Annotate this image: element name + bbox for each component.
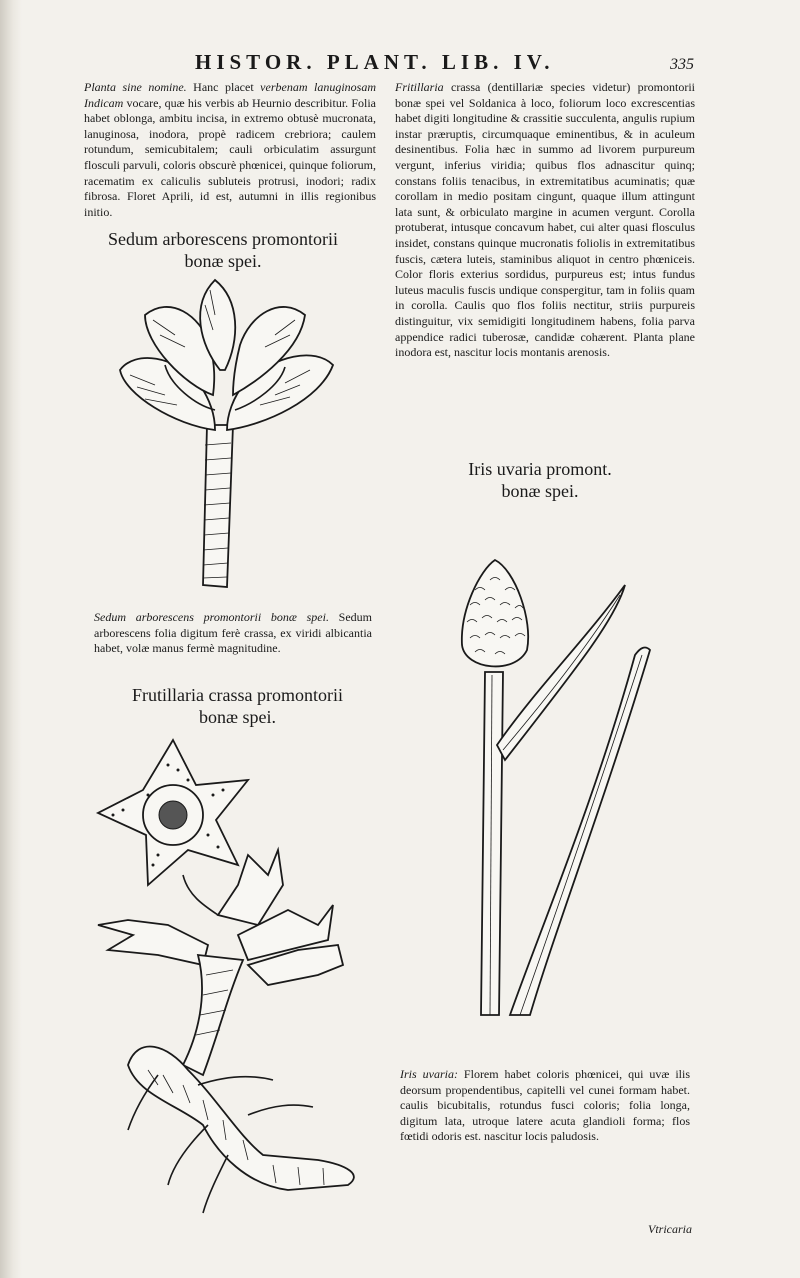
- catchword: Vtricaria: [648, 1222, 692, 1236]
- lead-italic: Fritillaria: [395, 80, 444, 94]
- fritillaria-text: crassa (dentillariæ species videtur) promontorii bonæ spei vel Soldanica à loco, foliorum loco excrescentias habet digiti longitudine & crassitie succulenta, angulis rupium instar præruptis, circumquaque eminentibus, & in aculeum desinentibus. Folia hæc in summo ad livorem purpureum vergunt, inferius viridia; quibus flos adnascitur quinq; constans foliis tenacibus, in extremitatibus acuminatis; quæ corollam in medio positam cingunt, quaque illum attingunt lata sunt, & orbiculato margine in acumen vergunt. Corolla protuberat, intusque concavum habet, cui alter quasi flosculus insidet, constans quinque mucronatis foliolis in extremitatibus fuscis, cætera luteis, staminibus aliquot in centro phœniceis. Color floris exterius sordidus, purpureus est; intus fundus luteus maculis fuscis undique conspergitur, tam in foliis quam in corolla. Caulis quo flos foliis nectitur, striis purpureis distinguitur, vix semidigiti longitudinem habens, folia parva appendice radici tuberosæ, candidæ cohærent. Planta plane inodora est, nascitur locis montanis arenosis.: [395, 80, 695, 360]
- iris-caption-text: Florem habet coloris phœnicei, qui uvæ ilis deorsum propendentibus, capitelli vel cunei formam habet. caulis bicubitalis, rotundus fusci coloris; folia longa, digitum lata, utroque latere acuta glandioli forma; flos fœtidi odoris est. nascitur locis paludosis.: [400, 1067, 691, 1144]
- sedum-illustration: [115, 275, 345, 595]
- sedum-caption: [94, 610, 372, 657]
- page-gutter-shadow: [0, 0, 22, 1278]
- iris-caption: [400, 1067, 690, 1145]
- iris-caption-italic: Iris uvaria:: [400, 1067, 458, 1081]
- planta-sine-nomine-paragraph: [84, 80, 376, 220]
- sedum-title-line1: Sedum arborescens promontorii: [108, 229, 338, 249]
- fritillaria-paragraph: [395, 80, 695, 361]
- frutillaria-title-line2: bonæ spei.: [198, 707, 276, 727]
- text-a: Hanc placet: [186, 80, 261, 94]
- iris-title: [440, 458, 640, 502]
- sedum-title-line2: bonæ spei.: [184, 251, 262, 271]
- sedum-caption-text: Sedum arborescens folia digitum ferè crassa, ex viridi albicantia habet, volæ manus fermè magnitudine.: [94, 610, 372, 656]
- page-number: 335: [670, 56, 694, 73]
- iris-illustration: [445, 550, 665, 1020]
- iris-title-line1: Iris uvaria promont.: [468, 459, 612, 479]
- sedum-caption-italic: Sedum arborescens promontorii bonæ spei.: [94, 610, 329, 624]
- sedum-title: [88, 228, 358, 272]
- text-c: vocare, quæ his verbis ab Heurnio describitur. Folia habet oblonga, ambitu incisa, in extremo obtusè mucronata, lanuginosa, inodora, propè radicem crebriora; caulem rotundum, semicubitalem; cauli orbiculatim assurgunt flosculi parvuli, coloris obscurè phœnicei, quinque foliorum, racematim ex caliculis subluteis protrusi, inodori; radix fibrosa. Floret Aprili, id est, autumni in illis regionibus initio.: [84, 95, 376, 219]
- iris-title-line2: bonæ spei.: [501, 481, 579, 501]
- italic-b: verbenam lanuginosam Indicam: [84, 80, 376, 110]
- lead-italic: Planta sine nomine.: [84, 80, 187, 94]
- frutillaria-title: [100, 684, 375, 728]
- running-title: HISTOR. PLANT. LIB. IV.: [195, 50, 555, 74]
- frutillaria-illustration: [88, 735, 378, 1215]
- frutillaria-title-line1: Frutillaria crassa promontorii: [132, 685, 343, 705]
